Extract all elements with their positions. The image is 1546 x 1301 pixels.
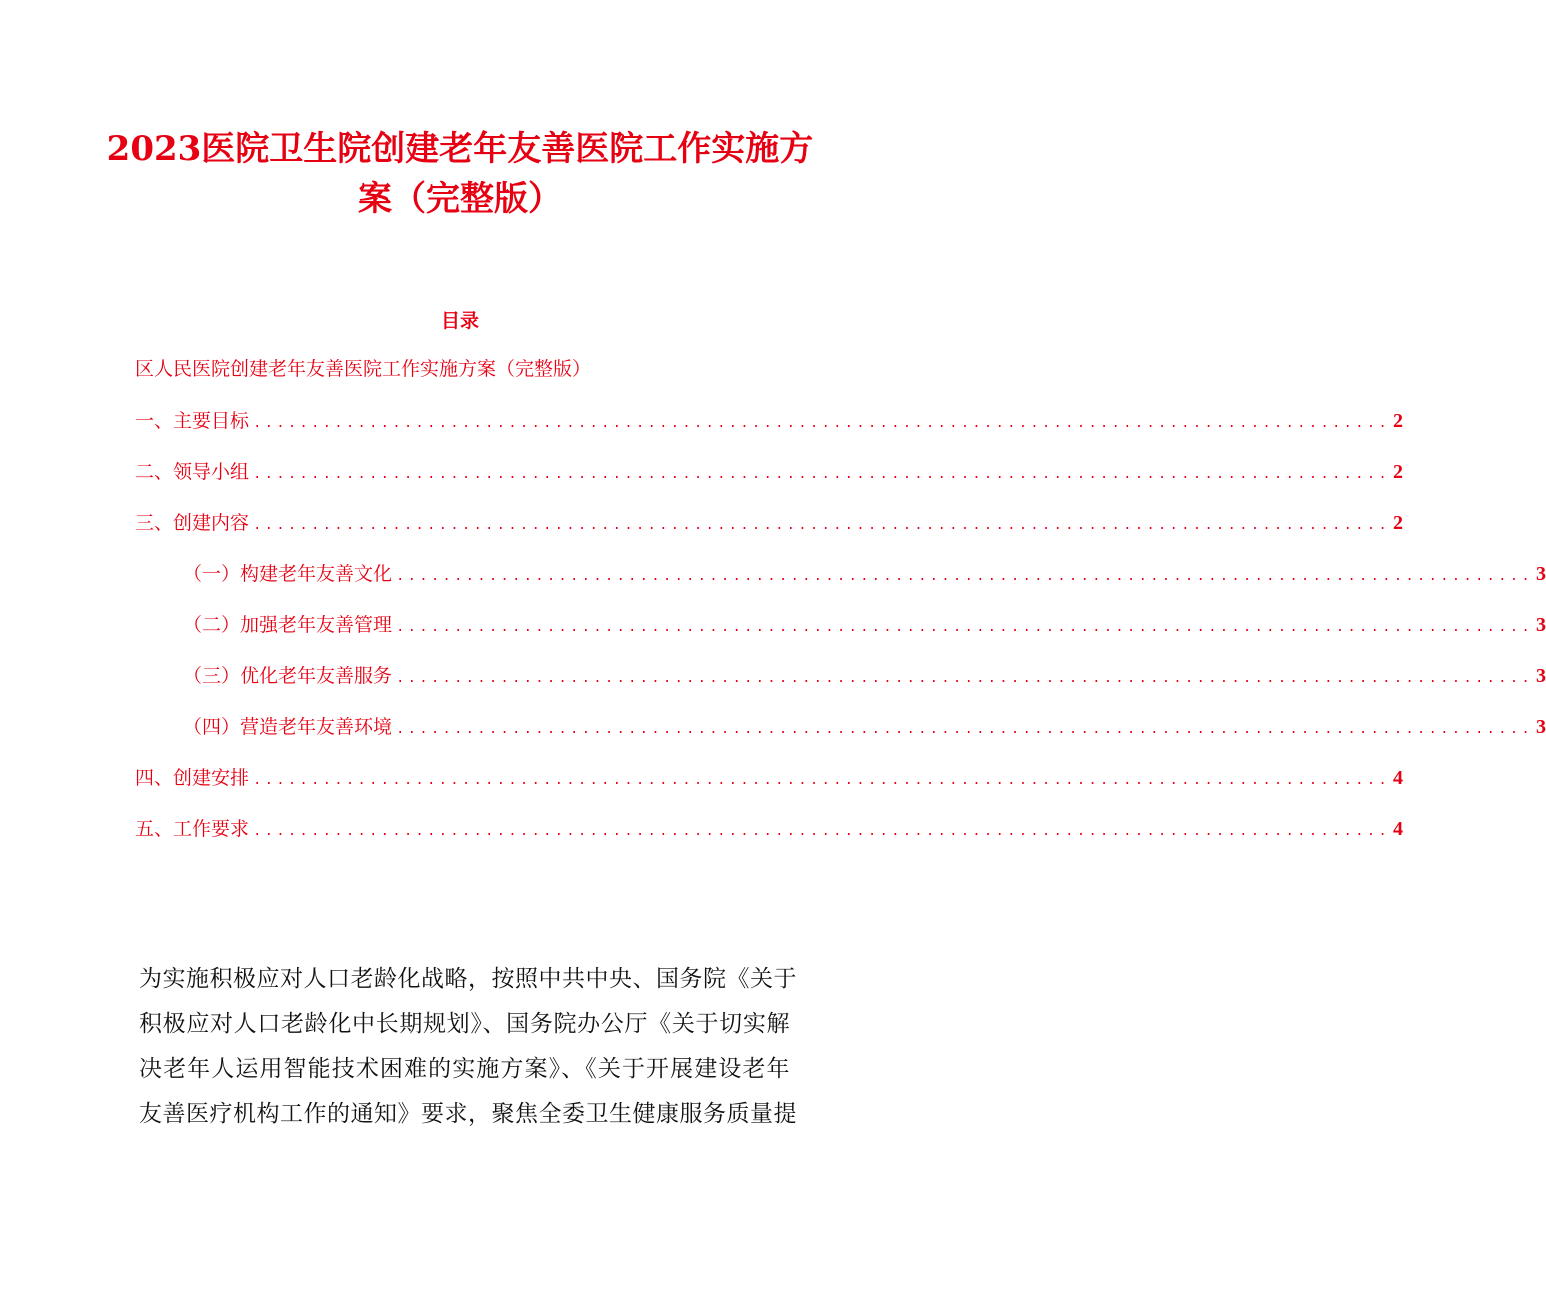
toc-dot-leader: ..................................................................................................	[253, 824, 1390, 840]
toc-entry-label: （一）构建老年友善文化	[183, 563, 393, 585]
toc-page-number: 3	[1535, 563, 1546, 585]
toc-page-number: 3	[1535, 716, 1546, 738]
toc-page-number: 2	[1392, 410, 1403, 432]
toc-entry-label: 四、创建安排	[135, 767, 250, 789]
toc-dot-leader: ..................................................................................................	[396, 722, 1533, 738]
toc-entry-label: 三、创建内容	[135, 512, 250, 534]
toc-entry-label: （二）加强老年友善管理	[183, 614, 393, 636]
body-line: 决老年人运用智能技术困难的实施方案》、《关于开展建设老年	[139, 1056, 790, 1082]
toc-heading: 目录	[440, 310, 479, 332]
toc-entry-leadership-group[interactable]	[135, 458, 1403, 489]
toc-page-number: 2	[1392, 461, 1403, 483]
toc-dot-leader: ..................................................................................................	[396, 620, 1533, 636]
toc-page-number: 2	[1392, 512, 1403, 534]
toc-entry-optimize-services[interactable]	[183, 662, 1546, 693]
toc-entry-creation-content[interactable]	[135, 509, 1403, 540]
toc-dot-leader: ..................................................................................................	[253, 773, 1390, 789]
body-line: 友善医疗机构工作的通知》要求，聚焦全委卫生健康服务质量提	[139, 1101, 797, 1127]
document-title-line-1: 2023医院卫生院创建老年友善医院工作实施方	[106, 129, 814, 169]
toc-entry-label: 二、领导小组	[135, 461, 250, 483]
document-title-line-2: 案（完整版）	[358, 179, 562, 219]
toc-dot-leader: ..................................................................................................	[396, 569, 1533, 585]
toc-entry-create-environment[interactable]	[183, 713, 1546, 744]
toc-entry-label: 一、主要目标	[135, 410, 250, 432]
toc-doc-title-link[interactable]: 区人民医院创建老年友善医院工作实施方案（完整版）	[135, 358, 592, 380]
toc-dot-leader: ..................................................................................................	[253, 467, 1390, 483]
toc-dot-leader: ..................................................................................................	[253, 416, 1390, 432]
toc-entry-main-goals[interactable]	[135, 407, 1403, 438]
toc-page-number: 3	[1535, 614, 1546, 636]
toc-entry-strengthen-management[interactable]	[183, 611, 1546, 642]
toc-dot-leader: ..................................................................................................	[396, 671, 1533, 687]
toc-page-number: 4	[1392, 818, 1403, 840]
toc-entry-build-culture[interactable]	[183, 560, 1546, 591]
toc-entry-creation-schedule[interactable]	[135, 764, 1403, 795]
body-line: 为实施积极应对人口老龄化战略，按照中共中央、国务院《关于	[139, 966, 797, 992]
body-line: 积极应对人口老龄化中长期规划》、国务院办公厅《关于切实解	[139, 1011, 790, 1037]
toc-entry-work-requirements[interactable]	[135, 815, 1403, 846]
toc-page-number: 4	[1392, 767, 1403, 789]
body-paragraph	[139, 957, 797, 1137]
toc-entry-label: （三）优化老年友善服务	[183, 665, 393, 687]
toc-entry-label: （四）营造老年友善环境	[183, 716, 393, 738]
toc-entry-label: 五、工作要求	[135, 818, 250, 840]
toc-page-number: 3	[1535, 665, 1546, 687]
toc-dot-leader: ..................................................................................................	[253, 518, 1390, 534]
